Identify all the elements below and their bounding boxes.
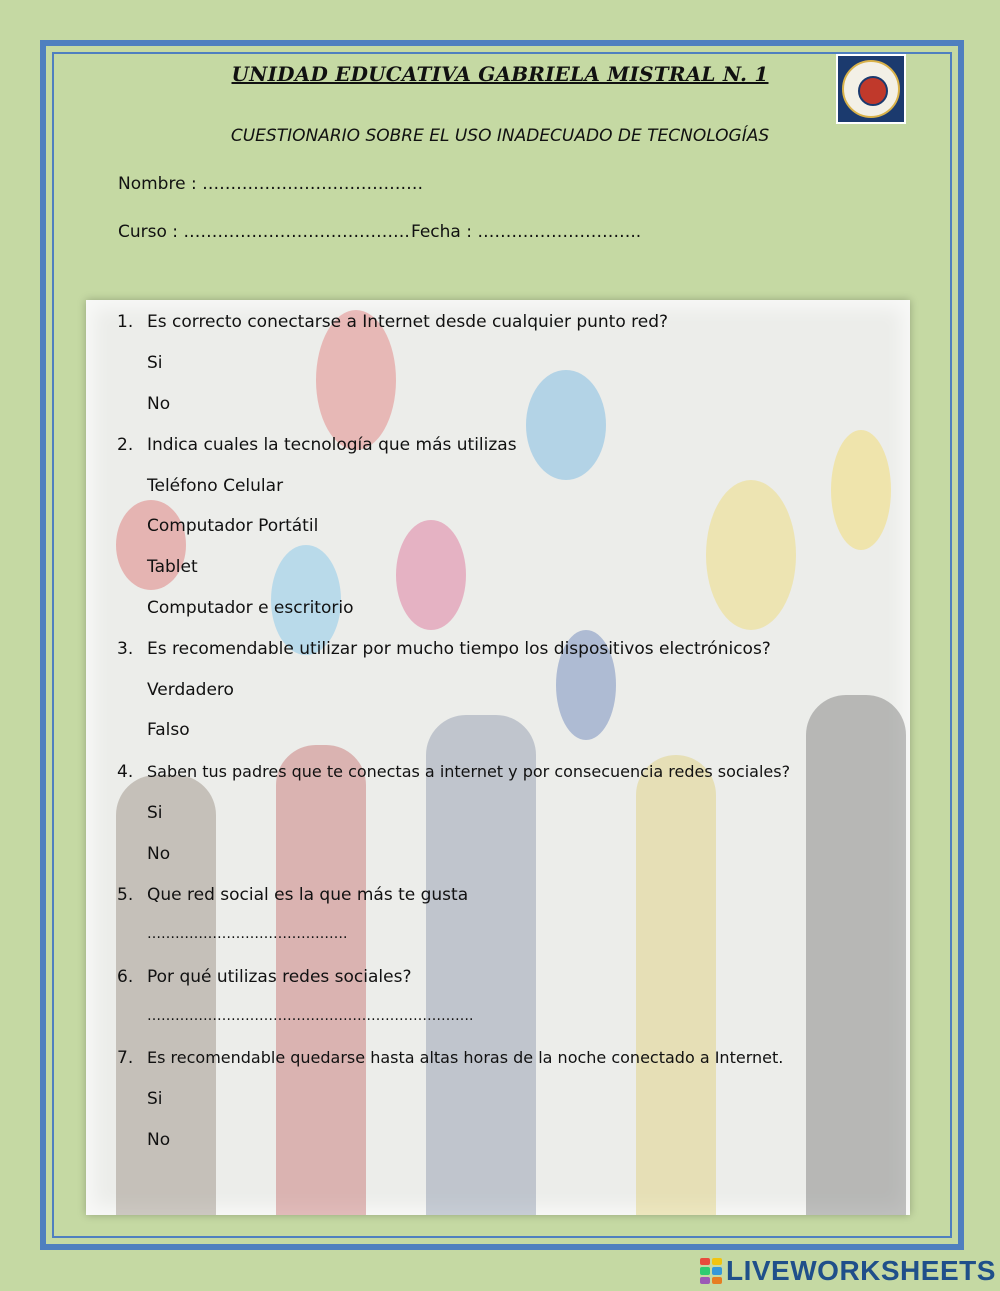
answer-option[interactable]: Computador Portátil: [147, 516, 319, 536]
person-silhouette: [426, 715, 536, 1215]
question-number: 5.: [117, 885, 134, 905]
answer-option[interactable]: Tablet: [147, 557, 198, 577]
liveworksheets-logo-icon: [700, 1258, 722, 1284]
question-text: Indica cuales la tecnología que más utilizas: [147, 435, 517, 455]
curso-field[interactable]: Curso : ………………………………….: [118, 222, 410, 242]
seal-ring: [842, 60, 900, 118]
answer-option[interactable]: No: [147, 394, 171, 414]
worksheet-subtitle: CUESTIONARIO SOBRE EL USO INADECUADO DE TECNOLOGÍAS: [230, 126, 770, 146]
answer-option[interactable]: Teléfono Celular: [147, 476, 284, 496]
question-text: Es recomendable utilizar por mucho tiempo los dispositivos electrónicos?: [147, 639, 771, 659]
question-number: 2.: [117, 435, 134, 455]
question-number: 4.: [117, 762, 134, 782]
question-number: 6.: [117, 967, 134, 987]
answer-option[interactable]: Si: [147, 803, 163, 823]
answer-option[interactable]: Falso: [147, 720, 190, 740]
answer-blank[interactable]: …………………………………….: [147, 926, 348, 942]
question-text: Es recomendable quedarse hasta altas horas de la noche conectado a Internet.: [147, 1048, 784, 1067]
answer-blank[interactable]: …………………………………………………………….: [147, 1008, 474, 1024]
question-text: Es correcto conectarse a Internet desde cualquier punto red?: [147, 312, 669, 332]
social-bubble-snapchat: [706, 480, 796, 630]
answer-option[interactable]: Si: [147, 1089, 163, 1109]
school-title: UNIDAD EDUCATIVA GABRIELA MISTRAL N. 1: [231, 62, 769, 86]
person-silhouette: [636, 755, 716, 1215]
answer-option[interactable]: Verdadero: [147, 680, 234, 700]
answer-option[interactable]: Si: [147, 353, 163, 373]
question-number: 1.: [117, 312, 134, 332]
question-text: Que red social es la que más te gusta: [147, 885, 469, 905]
person-silhouette: [806, 695, 906, 1215]
question-number: 7.: [117, 1048, 134, 1068]
social-bubble-yellow: [831, 430, 891, 550]
answer-option[interactable]: No: [147, 844, 171, 864]
fecha-field[interactable]: Fecha : ………………………..: [411, 222, 642, 242]
liveworksheets-brand: [700, 1254, 996, 1288]
nombre-field[interactable]: Nombre : …………………………………: [118, 174, 424, 194]
answer-option[interactable]: Computador e escritorio: [147, 598, 354, 618]
answer-option[interactable]: No: [147, 1130, 171, 1150]
brand-wordmark: LIVEWORKSHEETS: [726, 1255, 996, 1286]
seal-core: [858, 76, 888, 106]
school-seal-icon: [836, 54, 906, 124]
question-text: Saben tus padres que te conectas a internet y por consecuencia redes sociales?: [147, 762, 791, 781]
question-number: 3.: [117, 639, 134, 659]
social-bubble-instagram: [396, 520, 466, 630]
social-bubble-globe: [526, 370, 606, 480]
question-text: Por qué utilizas redes sociales?: [147, 967, 412, 987]
